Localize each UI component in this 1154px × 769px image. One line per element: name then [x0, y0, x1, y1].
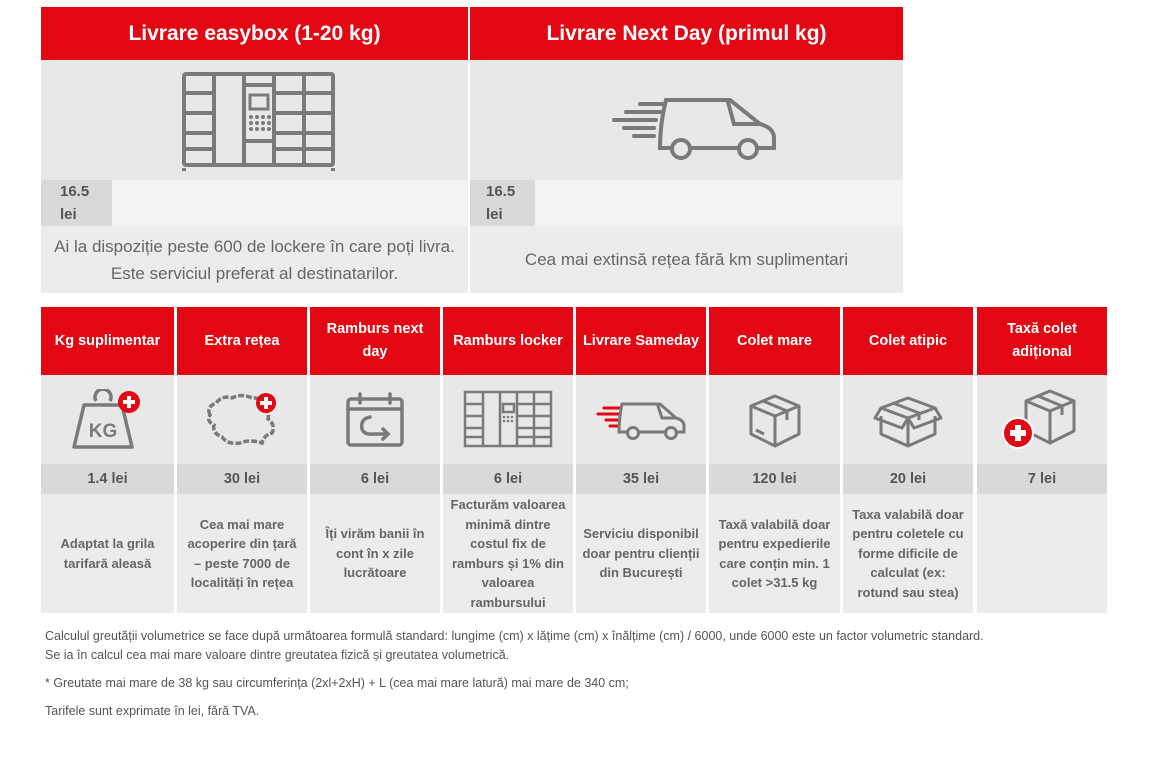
extra-icon-cell — [310, 375, 440, 464]
extra-price: 1.4 lei — [41, 464, 174, 494]
extra-description: Cea mai mare acoperire din țară – peste 7000 de localități în rețea — [177, 494, 307, 613]
extra-icon-cell — [576, 375, 706, 464]
box-plus-icon — [1000, 387, 1084, 453]
volumetric-weight-note: Calculul greutății volumetrice se face după următoarea formulă standard: lungime (cm) x lățime (cm) x înălțime (cm) / 6000, unde 6000 este un factor volumetric standard. Se ia în calcul cea mai mare valoare dintre greutatea fizică și greutatea volumetrică. — [45, 629, 984, 662]
extra-title-colet-mare: Colet mare — [709, 307, 840, 375]
vat-note: Tarifele sunt exprimate în lei, fără TVA. — [45, 704, 260, 718]
box-icon — [745, 390, 805, 450]
fast-van-icon — [594, 398, 688, 442]
extra-price: 120 lei — [709, 464, 840, 494]
easybox-description: Ai la dispoziție peste 600 de lockere în care poți livra. Este serviciul preferat al destinatarilor. — [41, 226, 468, 293]
extra-icon-cell — [977, 375, 1107, 464]
extra-price: 20 lei — [843, 464, 973, 494]
next-day-icon-area — [470, 60, 903, 180]
open-box-icon — [873, 390, 943, 450]
extra-title-livrare-sameday: Livrare Sameday — [576, 307, 706, 375]
extra-icon-cell — [709, 375, 840, 464]
oversize-footnote: * Greutate mai mare de 38 kg sau circumferința (2xl+2xH) + L (cea mai mare latură) mai mare de 340 cm; — [45, 676, 629, 690]
extra-price: 6 lei — [443, 464, 573, 494]
extra-icon-cell — [177, 375, 307, 464]
next-day-price-value: 16.5 lei — [486, 183, 516, 223]
extra-description: Serviciu disponibil doar pentru clienții din București — [576, 494, 706, 613]
romania-map-plus-icon — [202, 389, 282, 451]
delivery-van-icon — [610, 94, 780, 164]
extra-price: 30 lei — [177, 464, 307, 494]
easybox-price-value: 16.5 lei — [60, 183, 90, 223]
extra-price: 7 lei — [977, 464, 1107, 494]
extra-title-taxa-colet-aditional: Taxă colet adițional — [977, 307, 1107, 375]
easybox-price-bar — [112, 180, 468, 226]
calendar-return-icon — [344, 391, 406, 449]
extra-title-kg-suplimentar: Kg suplimentar — [41, 307, 174, 375]
extra-icon-cell — [843, 375, 973, 464]
next-day-price-bar — [535, 180, 903, 226]
extra-price: 35 lei — [576, 464, 706, 494]
extra-description: Îți virăm banii în cont în x zile lucrătoare — [310, 494, 440, 613]
locker-icon — [181, 71, 336, 171]
easybox-title: Livrare easybox (1-20 kg) — [41, 7, 468, 60]
extra-title-ramburs-next-day: Ramburs next day — [310, 307, 440, 375]
extra-icon-cell — [443, 375, 573, 464]
extra-description: Adaptat la grila tarifară aleasă — [41, 494, 174, 613]
extra-description — [977, 494, 1107, 613]
extra-description: Taxă valabilă doar pentru expedierile care conțin min. 1 colet >31.5 kg — [709, 494, 840, 613]
easybox-icon-area — [41, 60, 468, 180]
easybox-price — [41, 180, 112, 226]
locker-icon — [463, 390, 553, 450]
svg-text:KG: KG — [88, 420, 117, 442]
next-day-title: Livrare Next Day (primul kg) — [470, 7, 903, 60]
extra-description: Taxa valabilă doar pentru coletele cu forme dificile de calculat (ex: rotund sau stea) — [843, 494, 973, 613]
extra-title-colet-atipic: Colet atipic — [843, 307, 973, 375]
kg-weight-plus-icon — [72, 389, 144, 451]
extra-title-extra-retea: Extra rețea — [177, 307, 307, 375]
next-day-description: Cea mai extinsă rețea fără km suplimentari — [470, 226, 903, 293]
extra-icon-cell — [41, 375, 174, 464]
next-day-price — [470, 180, 535, 226]
extra-description: Facturăm valoarea minimă dintre costul fix de ramburs și 1% din valoarea rambursului — [443, 494, 573, 613]
extra-price: 6 lei — [310, 464, 440, 494]
extra-title-ramburs-locker: Ramburs locker — [443, 307, 573, 375]
